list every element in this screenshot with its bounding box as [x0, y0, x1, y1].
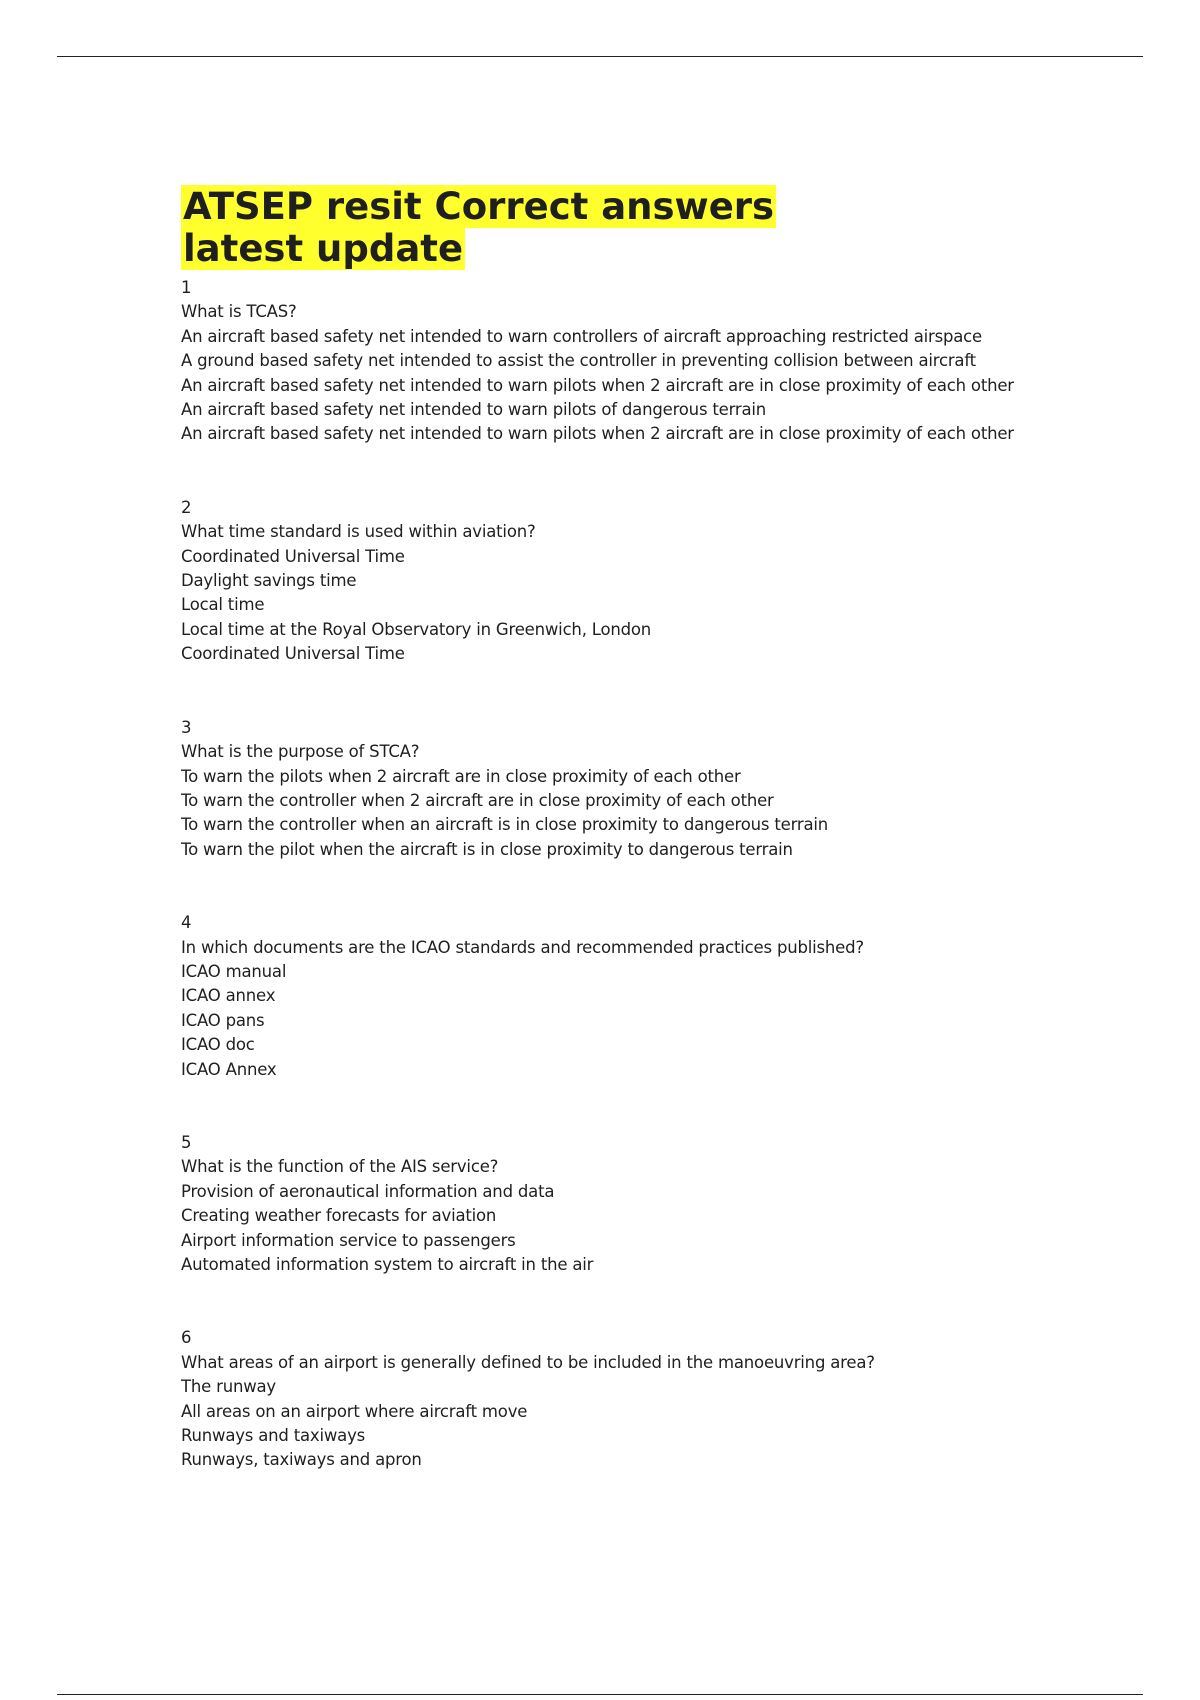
answer-option: Automated information system to aircraft in the air: [181, 1255, 594, 1274]
question-number: 5: [181, 1132, 192, 1152]
answer-option: Airport information service to passengers: [181, 1230, 516, 1250]
question-block: [181, 1326, 1021, 1472]
question-text: What is the purpose of STCA?: [181, 742, 420, 762]
answer-option: Creating weather forecasts for aviation: [181, 1206, 497, 1226]
answer-option: ICAO annex: [181, 986, 276, 1006]
document-title: ATSEP resit Correct answers latest update: [183, 185, 775, 270]
answer-option: The runway: [181, 1377, 277, 1397]
answer-option: All areas on an airport where aircraft move: [181, 1401, 528, 1421]
question-number: 2: [181, 497, 192, 517]
question-list: [181, 276, 1021, 1473]
answer-option: Coordinated Universal Time: [181, 546, 405, 566]
correct-answer: An aircraft based safety net intended to warn pilots when 2 aircraft are in close proximity of each other: [181, 424, 1014, 444]
question-text: What is the function of the AIS service?: [181, 1157, 499, 1177]
question-spacer: [181, 667, 1021, 716]
answer-option: Provision of aeronautical information and data: [181, 1181, 555, 1201]
answer-option: ICAO pans: [181, 1010, 265, 1030]
question-spacer: [181, 1277, 1021, 1326]
answer-option: Local time: [181, 595, 265, 615]
answer-option: A ground based safety net intended to assist the controller in preventing collision between aircraft: [181, 351, 976, 371]
answer-option: An aircraft based safety net intended to warn pilots of dangerous terrain: [181, 400, 767, 420]
correct-answer: Coordinated Universal Time: [181, 644, 405, 664]
question-number: 4: [181, 913, 192, 933]
question-block: [181, 716, 1021, 862]
question-block: [181, 911, 1021, 1082]
question-block: [181, 276, 1021, 447]
header-rule: [57, 56, 1143, 57]
answer-option: Daylight savings time: [181, 571, 357, 591]
question-text: In which documents are the ICAO standards and recommended practices published?: [181, 937, 864, 957]
answer-option: To warn the pilots when 2 aircraft are in close proximity of each other: [181, 766, 741, 786]
question-number: 1: [181, 278, 192, 297]
question-text: What time standard is used within aviation?: [181, 522, 536, 542]
correct-answer: ICAO Annex: [181, 1059, 277, 1079]
answer-option: To warn the controller when 2 aircraft are in close proximity of each other: [181, 790, 774, 810]
question-spacer: [181, 447, 1021, 496]
document-body: [181, 186, 1021, 1473]
answer-option: To warn the controller when an aircraft is in close proximity to dangerous terrain: [181, 815, 829, 835]
answer-option: To warn the pilot when the aircraft is in close proximity to dangerous terrain: [181, 839, 793, 859]
question-block: [181, 496, 1021, 667]
answer-option: An aircraft based safety net intended to warn controllers of aircraft approaching restricted airspace: [181, 326, 982, 346]
question-number: 6: [181, 1328, 192, 1348]
question-spacer: [181, 1082, 1021, 1131]
answer-option: ICAO manual: [181, 961, 287, 981]
footer-rule: [57, 1694, 1143, 1695]
answer-option: An aircraft based safety net intended to warn pilots when 2 aircraft are in close proximity of each other: [181, 375, 1014, 395]
question-spacer: [181, 862, 1021, 911]
answer-option: Runways and taxiways: [181, 1426, 366, 1446]
question-text: What areas of an airport is generally defined to be included in the manoeuvring area?: [181, 1352, 875, 1372]
answer-option: Runways, taxiways and apron: [181, 1450, 422, 1470]
answer-option: Local time at the Royal Observatory in Greenwich, London: [181, 619, 652, 639]
answer-option: ICAO doc: [181, 1035, 255, 1055]
question-text: What is TCAS?: [181, 302, 297, 322]
question-number: 3: [181, 717, 192, 737]
question-block: [181, 1131, 1021, 1277]
